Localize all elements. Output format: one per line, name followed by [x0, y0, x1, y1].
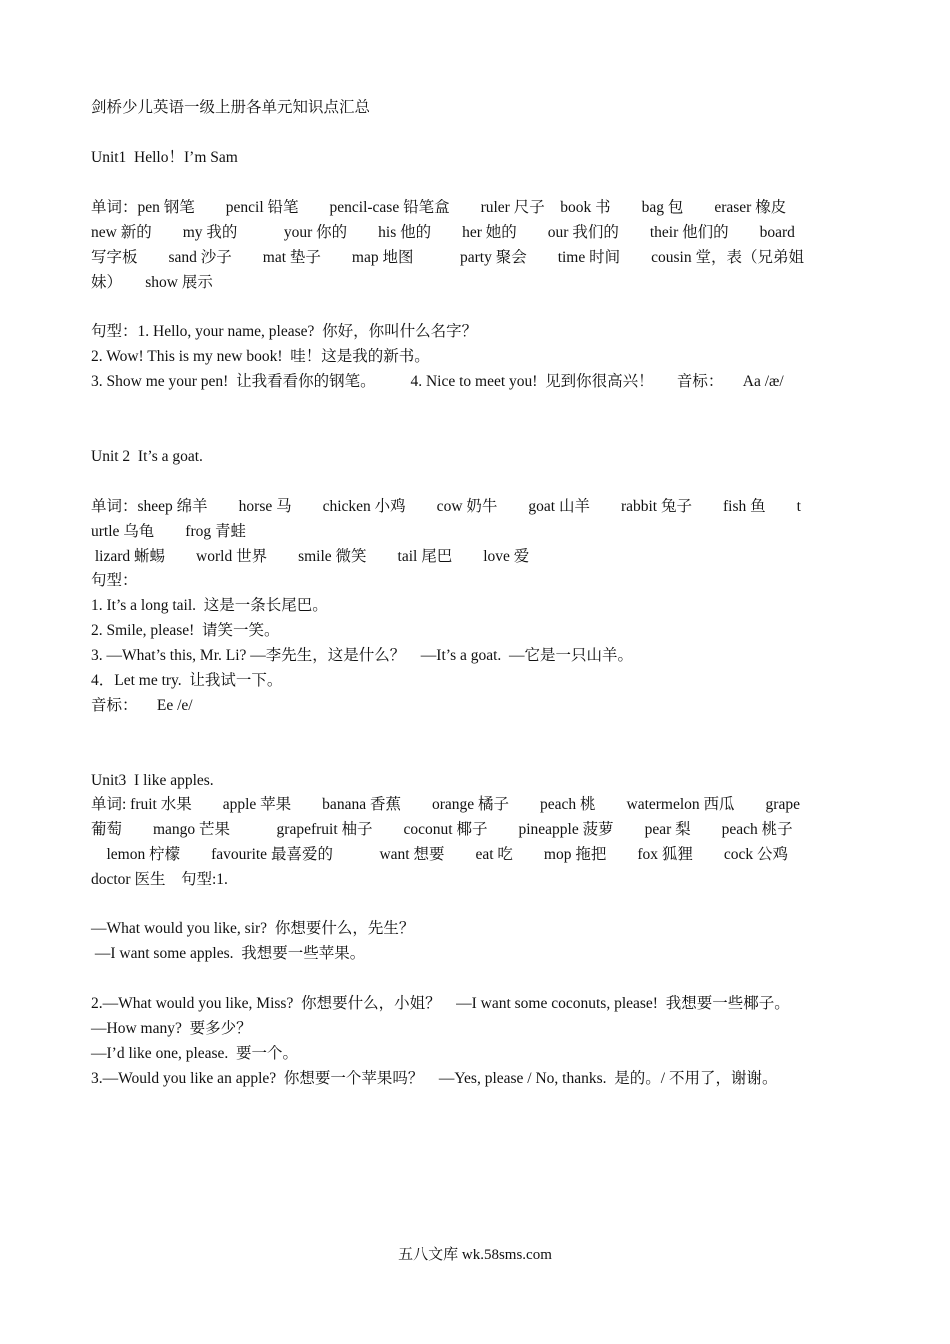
unit2-vocab-line-3: lizard 蜥蜴 world 世界 smile 微笑 tail 尾巴 love 爱	[91, 548, 530, 565]
unit1-sentence-3: 3. Show me your pen! 让我看看你的钢笔。 4. Nice to meet you! 见到你很高兴！ 音标： Aa /æ/	[91, 373, 784, 390]
unit2-vocab-line-2: urtle 乌龟 frog 青蛙	[91, 523, 246, 540]
unit2-heading: Unit 2 It’s a goat.	[91, 448, 203, 465]
unit3-dialog2-line-3: —I’d like one, please. 要一个。	[91, 1045, 299, 1062]
unit1-vocab-line-3: 写字板 sand 沙子 mat 垫子 map 地图 party 聚会 time 时间 cousin 堂，表（兄弟姐	[91, 249, 804, 266]
footer-watermark: 五八文库 wk.58sms.com	[398, 1247, 552, 1263]
unit1-heading: Unit1 Hello！I’m Sam	[91, 149, 238, 166]
unit3-vocab-line-1: 单词: fruit 水果 apple 苹果 banana 香蕉 orange 橘子 peach 桃 watermelon 西瓜 grape	[91, 796, 800, 813]
unit1-vocab-line-1: 单词：pen 钢笔 pencil 铅笔 pencil-case 铅笔盒 ruler 尺子 book 书 bag 包 eraser 橡皮	[91, 199, 787, 216]
unit3-heading: Unit3 I like apples.	[91, 772, 214, 789]
unit3-dialog1-line-2: —I want some apples. 我想要一些苹果。	[91, 945, 366, 962]
unit3-dialog2-line-1: 2.—What would you like, Miss? 你想要什么，小姐？ —I want some coconuts, please! 我想要一些椰子。	[91, 995, 790, 1012]
unit2-sentences-label: 句型：	[91, 572, 138, 589]
unit2-sentence-1: 1. It’s a long tail. 这是一条长尾巴。	[91, 597, 328, 614]
unit1-vocab-line-4: 妹） show 展示	[91, 274, 213, 291]
unit3-dialog2-line-2: —How many? 要多少？	[91, 1020, 252, 1037]
unit2-phonics: 音标： Ee /e/	[91, 697, 193, 714]
unit3-dialog2-line-4: 3.—Would you like an apple? 你想要一个苹果吗？ —Yes, please / No, thanks. 是的。/ 不用了，谢谢。	[91, 1070, 778, 1087]
unit3-dialog1-line-1: —What would you like, sir? 你想要什么，先生？	[91, 920, 415, 937]
unit3-vocab-line-4: doctor 医生 句型:1.	[91, 871, 228, 888]
unit3-vocab-line-3: lemon 柠檬 favourite 最喜爱的 want 想要 eat 吃 mop 拖把 fox 狐狸 cock 公鸡	[91, 846, 788, 863]
unit2-sentence-2: 2. Smile, please! 请笑一笑。	[91, 622, 280, 639]
unit1-sentence-2: 2. Wow! This is my new book! 哇！这是我的新书。	[91, 348, 430, 365]
unit1-sentence-1: 句型：1. Hello, your name, please? 你好，你叫什么名字？	[91, 323, 478, 340]
document-title: 剑桥少儿英语一级上册各单元知识点汇总	[91, 99, 371, 116]
unit2-sentence-3: 3. —What’s this, Mr. Li? —李先生，这是什么？ —It’s a goat. —它是一只山羊。	[91, 647, 634, 664]
unit2-vocab-line-1: 单词：sheep 绵羊 horse 马 chicken 小鸡 cow 奶牛 goat 山羊 rabbit 兔子 fish 鱼 t	[91, 498, 801, 515]
unit3-vocab-line-2: 葡萄 mango 芒果 grapefruit 柚子 coconut 椰子 pineapple 菠萝 pear 梨 peach 桃子	[91, 821, 793, 838]
unit2-sentence-4: 4．Let me try. 让我试一下。	[91, 672, 283, 689]
unit1-vocab-line-2: new 新的 my 我的 your 你的 his 他的 her 她的 our 我们的 their 他们的 board	[91, 224, 795, 241]
